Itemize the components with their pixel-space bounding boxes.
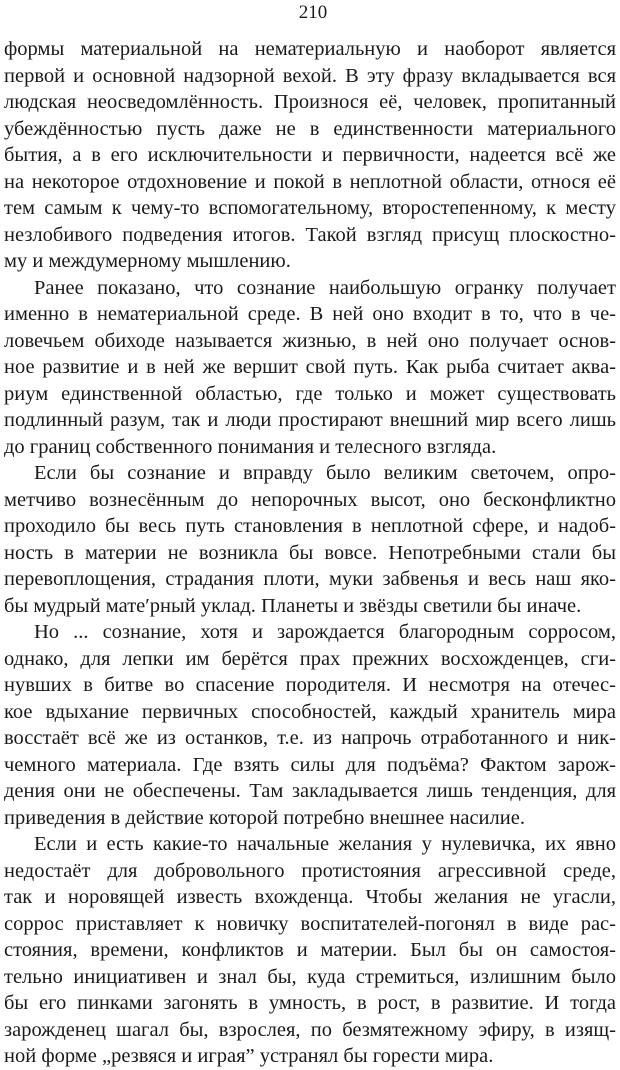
text-line: му и междумерному мышлению.	[4, 250, 291, 272]
text-line: чемного материала. Где взять силы для подъёма? Фактом зарож-	[4, 753, 616, 776]
text-line: ловечьем обиходе называется жизнью, в ней оно получает основ-	[4, 329, 616, 352]
text-line: ность в материи не возникла бы вовсе. Непотребными стали бы	[4, 541, 616, 564]
text-line: зарожденец шагал бы, взрослея, по безмятежному эфиру, в изящ-	[4, 1018, 616, 1041]
text-line: приведения в действие которой потребно внешнее насилие.	[4, 806, 525, 829]
text-line: ной форме „резвяся и играя” устранял бы горести мира.	[4, 1045, 494, 1067]
text-line: бытия, а в его исключительности и первичности, надеется всё же	[4, 144, 616, 166]
text-line: ное развитие и в ней же вершит свой путь. Как рыба считает аква-	[4, 356, 616, 378]
text-line: дения они не обеспечены. Там закладывается лишь тенденция, для	[4, 780, 616, 802]
text-line: метчиво вознесённым до непорочных высот, оно бесконфликтно	[4, 488, 616, 511]
text-line: незлобивого подведения итогов. Такой взгляд присущ плоскостно-	[4, 223, 616, 246]
text-line: так и норовящей известь вхожденца. Чтобы желания не угасли,	[4, 886, 616, 908]
text-line: однако, для лепки им берётся прах прежних восхожденцев, сги-	[4, 647, 616, 670]
text-line: риум единственной областью, где только и может существовать	[4, 382, 616, 405]
text-line: на некоторое отдохновение и покой в неплотной области, относя её	[4, 170, 616, 193]
text-line: бы мудрый мате′рный уклад. Планеты и звёзды светили бы иначе.	[4, 594, 582, 617]
text-line: кое вдыхание первичных способностей, каждый хранитель мира	[4, 700, 616, 723]
paragraph	[4, 831, 616, 1070]
text-line: Если и есть какие-то начальные желания у нулевичка, их явно	[34, 833, 616, 855]
text-line: бы его пинками загонять в умность, в рост, в развитие. И тогда	[4, 992, 616, 1014]
text-line: первой и основной надзорной вехой. В эту фразу вкладывается вся	[4, 64, 616, 87]
text-line: тем самым к чему-то вспомогательному, второстепенному, к месту	[4, 197, 616, 219]
text-line: проходило бы весь путь становления в неплотной сфере, и надоб-	[4, 515, 616, 537]
text-line: подлинный разум, так и люди простирают внешний мир всего лишь	[4, 409, 616, 431]
text-line: Но ... сознание, хотя и зарождается благородным сорросом,	[34, 621, 616, 643]
text-line: до границ собственного понимания и телесного взгляда.	[4, 435, 497, 458]
text-line: стояния, времени, конфликтов и материи. Был бы он самостоя-	[4, 939, 616, 961]
page-number: 210	[298, 2, 328, 23]
text-line: именно в нематериальной среде. В ней оно входит в то, что в че-	[4, 303, 616, 325]
text-line: недостаёт для добровольного протистояния агрессивной среде,	[4, 859, 616, 882]
text-line: Ранее показано, что сознание наибольшую огранку получает	[34, 276, 616, 299]
paragraph	[4, 275, 616, 461]
text-line: убеждённостью пусть даже не в единственности материального	[4, 117, 616, 140]
paragraph	[4, 460, 616, 619]
text-line: тельно инициативен и знал бы, куда стремиться, излишним было	[4, 965, 616, 988]
text-line: перевоплощения, страдания плоти, муки забвенья и весь наш яко-	[4, 568, 616, 590]
text-line: Если бы сознание и вправду было великим светочем, опро-	[34, 462, 616, 484]
paragraph	[4, 619, 616, 831]
body-text	[4, 36, 616, 1070]
paragraph	[4, 36, 616, 275]
text-line: восстаёт всё же из останков, т.е. из напрочь отработанного и ник-	[4, 727, 616, 749]
text-line: формы материальной на нематериальную и наоборот является	[4, 38, 616, 60]
text-line: людская неосведомлённость. Произнося её, человек, пропитанный	[4, 91, 616, 113]
text-line: нувших в битве во спасение породителя. И несмотря на отечес-	[4, 674, 616, 696]
text-line: соррос приставляет к новичку воспитателей-погонял в виде рас-	[4, 912, 616, 935]
